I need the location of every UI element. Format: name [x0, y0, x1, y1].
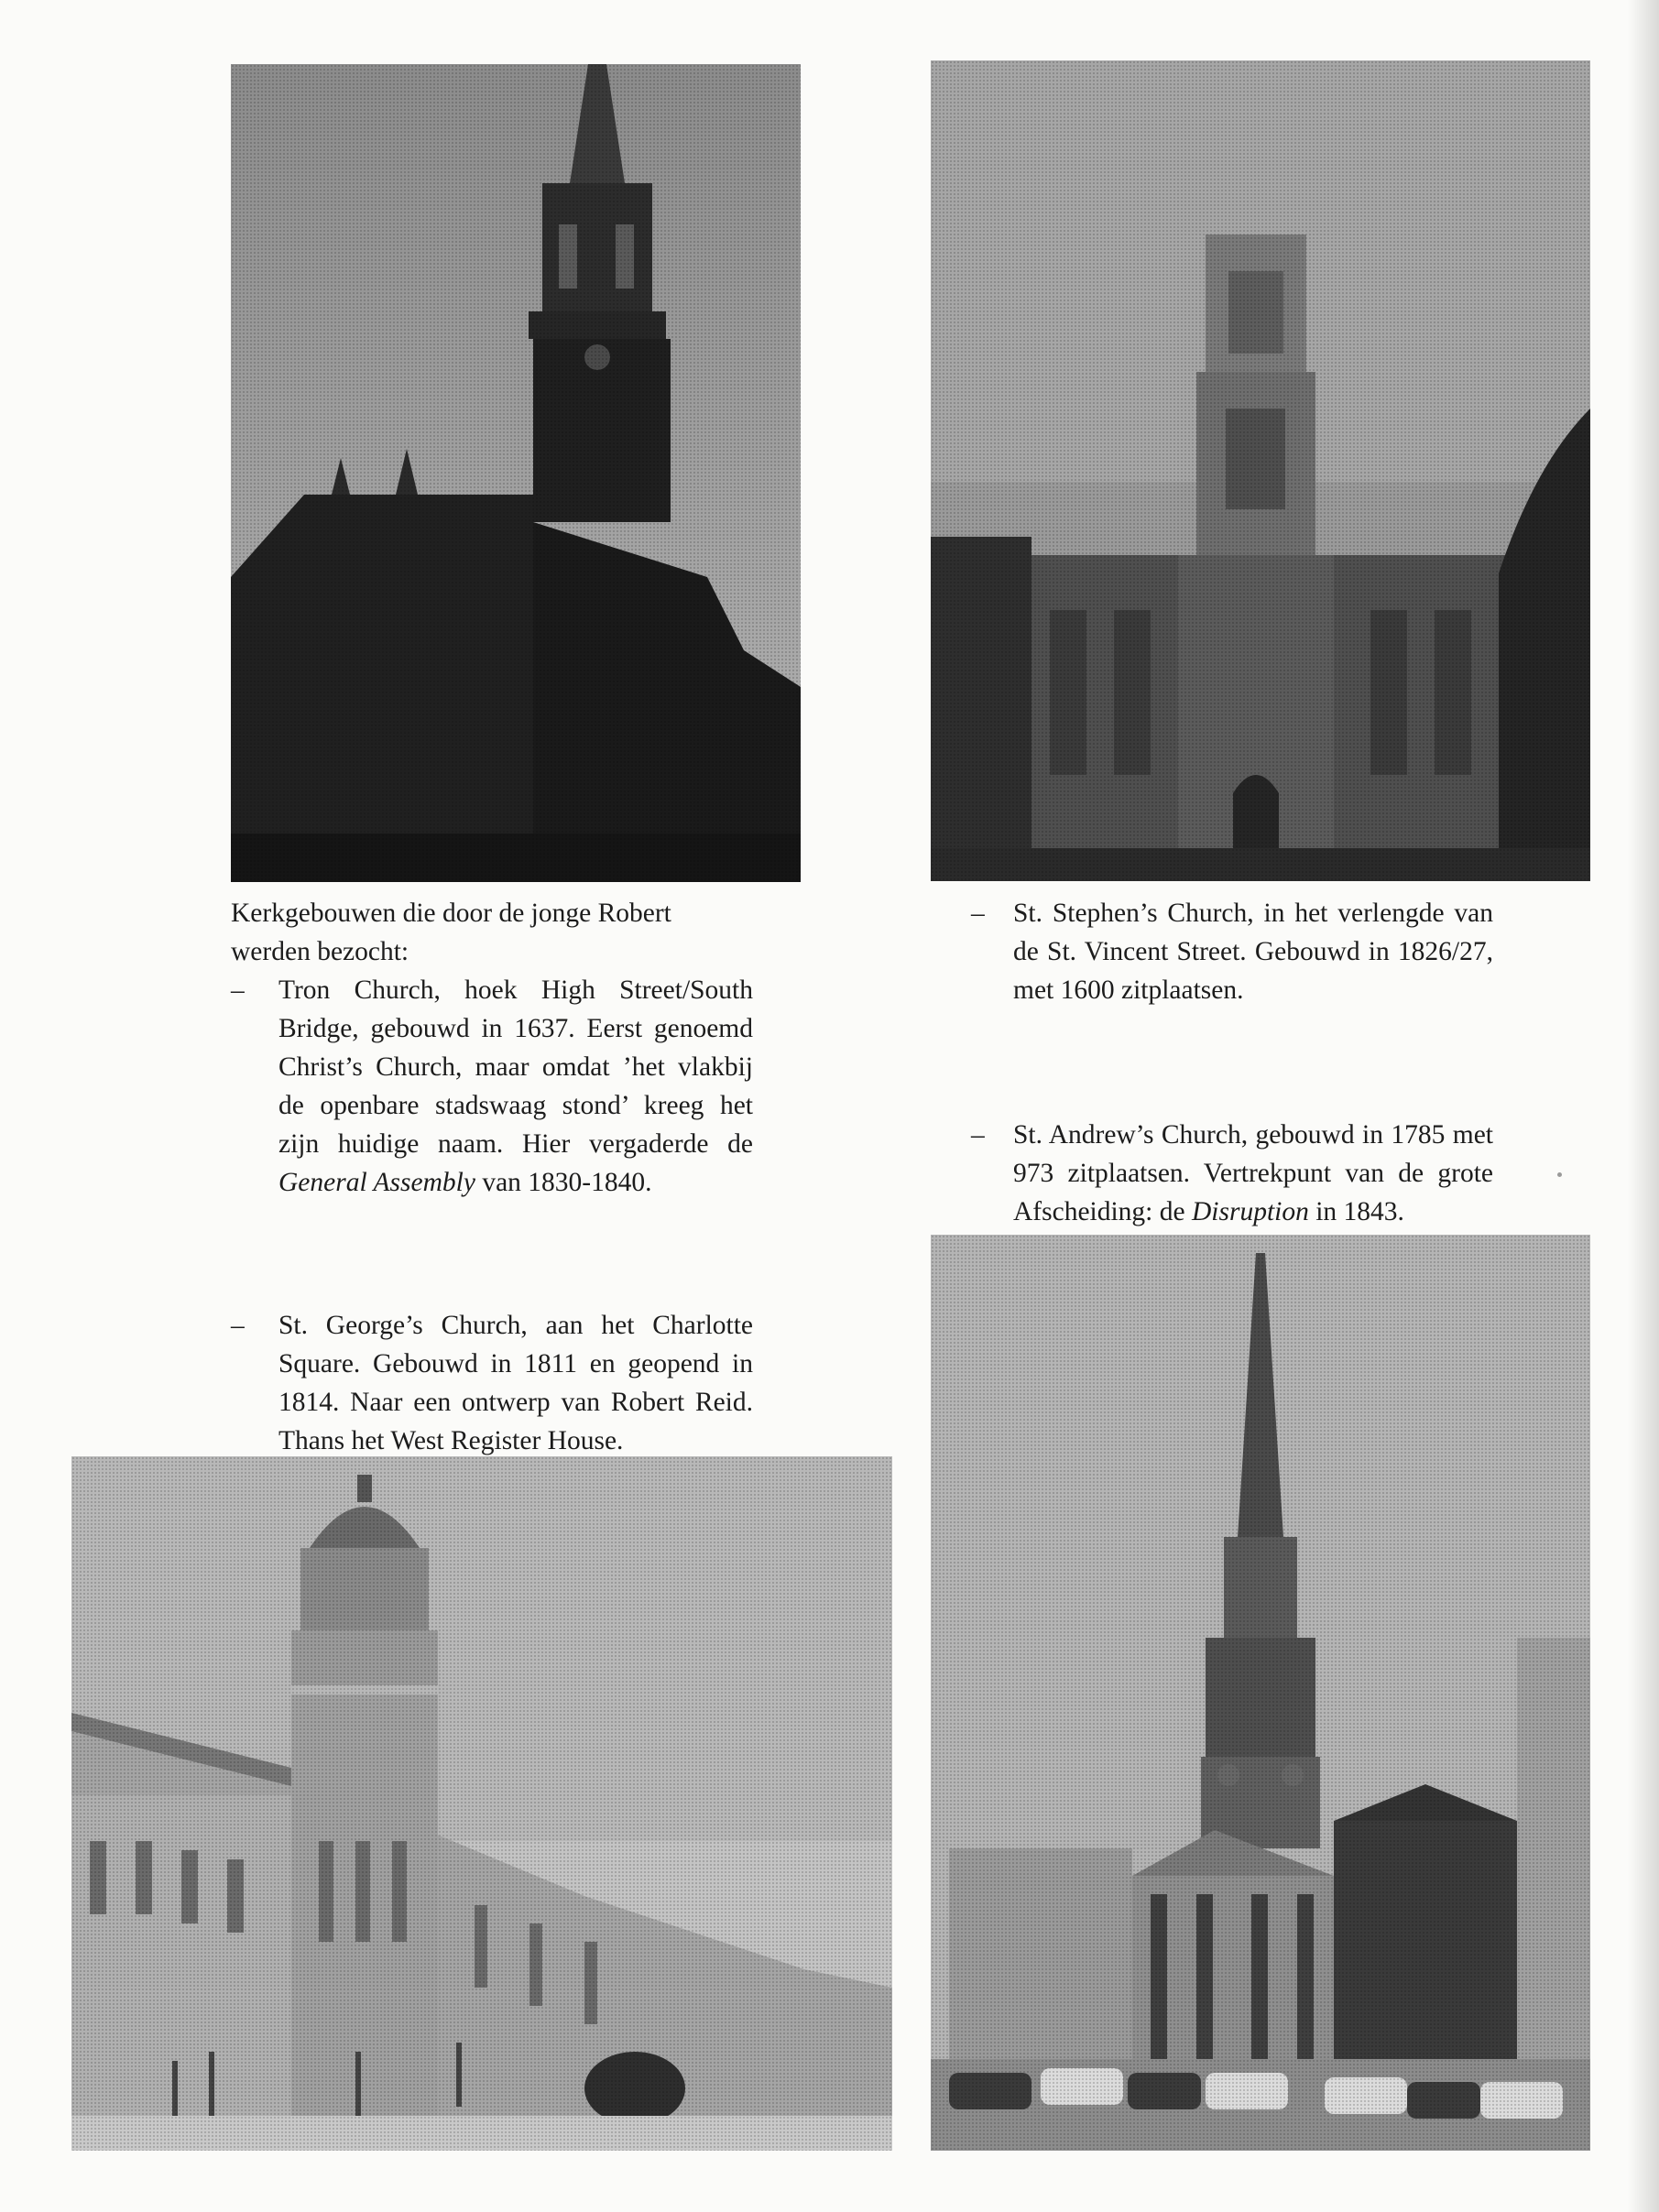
- dash-bullet: –: [231, 975, 245, 1005]
- paper-speck: [1557, 1172, 1562, 1177]
- caption-tron-emphasis: General Assembly: [278, 1168, 475, 1197]
- caption-george-text: St. George’s Church, aan het Charlotte Square. Gebouwd in 1811 en geopend in 1814. Naar een ontwerp van Robert Reid. Thans het West Register House.: [278, 1311, 753, 1455]
- caption-tron-text2: van 1830-1840.: [475, 1168, 652, 1197]
- caption-left: [231, 894, 753, 1202]
- caption-tron-text1: Tron Church, hoek High Street/South Bridge, gebouwd in 1637. Eerst genoemd Christ’s Church, maar omdat ’het vlakbij de openbare stadswaag stond’ kreeg het zijn huidige naam. Hier vergaderde de: [278, 975, 753, 1159]
- caption-andrew: [971, 1116, 1493, 1231]
- dash-bullet: –: [971, 899, 985, 928]
- page-edge-shadow: [1628, 0, 1659, 2212]
- st-georges-church-photo: [71, 1456, 892, 2151]
- dash-bullet: –: [231, 1311, 245, 1340]
- caption-andrew-text1: St. Andrew’s Church, gebouwd in 1785 met 973 zitplaatsen. Vertrekpunt van de grote Afscheiding: de: [1013, 1120, 1493, 1226]
- caption-intro-line2: werden bezocht:: [231, 937, 409, 966]
- caption-andrew-text2: in 1843.: [1308, 1197, 1404, 1226]
- caption-george: [231, 1306, 753, 1460]
- caption-stephen: [971, 894, 1493, 1009]
- caption-stephen-text: St. Stephen’s Church, in het verlengde van de St. Vincent Street. Gebouwd in 1826/27, met 1600 zitplaatsen.: [1013, 899, 1493, 1005]
- caption-tron-church: [231, 971, 753, 1202]
- caption-st-stephens-church: [971, 894, 1493, 1009]
- caption-st-georges-church: [231, 1306, 753, 1460]
- dash-bullet: –: [971, 1120, 985, 1150]
- tron-church-photo: [231, 64, 801, 882]
- st-andrews-church-photo: [931, 1235, 1590, 2151]
- caption-intro-line1: Kerkgebouwen die door de jonge Robert: [231, 899, 671, 928]
- st-stephens-church-photo: [931, 60, 1590, 881]
- caption-andrew-emphasis: Disruption: [1191, 1197, 1309, 1226]
- caption-st-andrews-church: [971, 1116, 1493, 1231]
